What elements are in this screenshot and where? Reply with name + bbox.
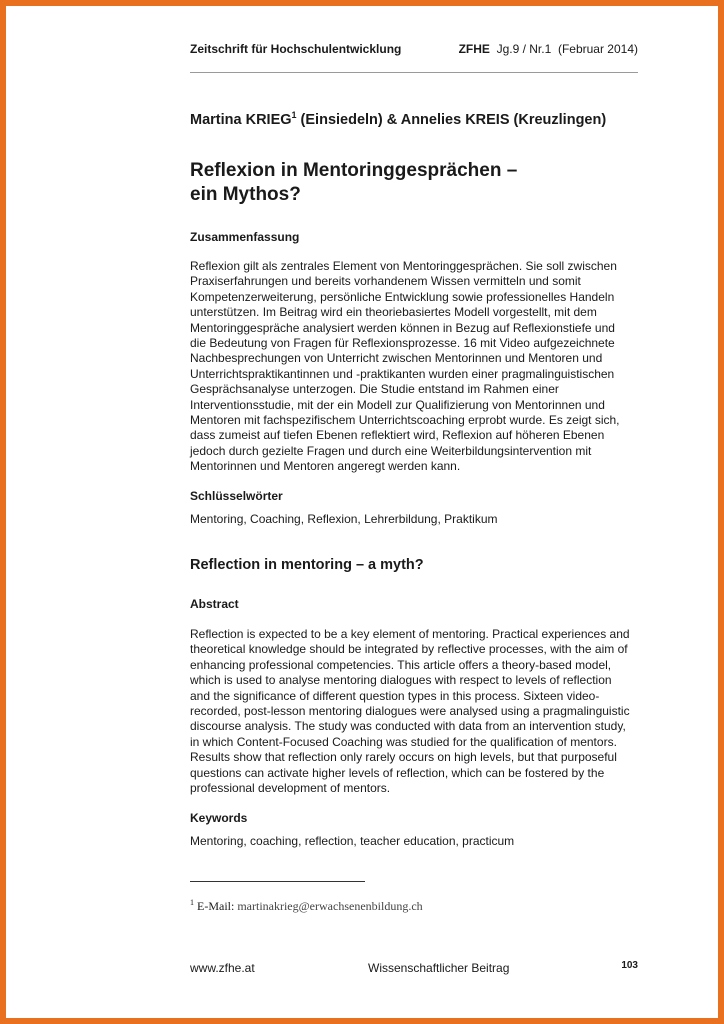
author-footnote-mark: 1 [291, 110, 297, 120]
abstract-line: questions can activate higher levels of reflection, which can be fostered by the [190, 765, 605, 780]
summary-line: die Bedeutung von Fragen für Reflexionsprozesse. 16 mit Video aufgezeichnete [190, 336, 615, 351]
author-line [190, 110, 606, 128]
author-primary: Martina KRIEG [190, 111, 292, 128]
abstract-line: theoretical knowledge should be integrated by reflective processes, with the aim of [190, 642, 628, 657]
footer-article-type: Wissenschaftlicher Beitrag [368, 961, 510, 975]
abstract-heading: Abstract [190, 597, 239, 611]
summary-line: Mentoren mit fachspezifischem Unterrichtscoaching erprobt wurde. Es zeigt sich, [190, 413, 620, 428]
header-divider [190, 72, 638, 73]
keywords-de-heading: Schlüsselwörter [190, 489, 283, 503]
abstract-line: Results show that reflection only rarely occurs on high levels, but that purposeful [190, 750, 617, 765]
paper-title [190, 159, 517, 207]
journal-abbr: ZFHE [458, 42, 490, 56]
email-link[interactable]: martinakrieg@erwachsenenbildung.ch [237, 899, 423, 913]
footnote-label: E-Mail: [194, 899, 238, 913]
footnote [190, 898, 423, 914]
summary-text [190, 259, 638, 475]
summary-line: Unterrichtspraktikantinnen und -praktikanten wurden einer pragmalinguistischen [190, 366, 615, 381]
keywords-de: Mentoring, Coaching, Reflexion, Lehrerbildung, Praktikum [190, 512, 498, 526]
footnote-divider [190, 881, 365, 882]
author-rest: (Einsiedeln) & Annelies KREIS (Kreuzlingen) [296, 111, 607, 128]
volume-issue: Jg.9 / Nr.1 [496, 42, 552, 56]
summary-heading: Zusammenfassung [190, 230, 300, 244]
title-line-1: Reflexion in Mentoringgesprächen – [190, 160, 518, 181]
page-number: 103 [621, 960, 638, 971]
summary-line: jedoch durch gezielte Fragen und durch eine Weiterbildungsintervention mit [190, 443, 592, 458]
summary-line: Nachbesprechungen von Unterricht zwischen Mentorinnen und Mentoren und [190, 351, 603, 366]
issue-info [459, 42, 638, 56]
summary-line: Mentoringgespräche analysiert werden können in Bezug auf Reflexionstiefe und [190, 320, 615, 335]
abstract-line: recorded, post-lesson mentoring dialogues were analysed using a pragmalinguistic [190, 704, 630, 719]
keywords-en-heading: Keywords [190, 811, 248, 825]
journal-name: Zeitschrift für Hochschulentwicklung [190, 42, 402, 56]
footnote-mark: 1 [190, 898, 194, 907]
summary-line: Interventionsstudie, mit der ein Modell zur Qualifizierung von Mentorinnen und [190, 397, 605, 412]
footer-website[interactable]: www.zfhe.at [190, 961, 255, 975]
summary-line: Kompetenzerweiterung, persönliche Entwicklung sowie professionelles Handeln [190, 289, 615, 304]
abstract-line: enhancing professional competencies. This article offers a theory-based model, [190, 657, 612, 672]
summary-line: Gesprächsanalyse unterzogen. Die Studie entstand im Rahmen einer [190, 382, 559, 397]
summary-line: Mentorinnen und Mentoren angeregt werden kann. [190, 459, 461, 474]
summary-line: Reflexion gilt als zentrales Element von Mentoringgesprächen. Sie soll zwischen [190, 259, 617, 273]
keywords-en: Mentoring, coaching, reflection, teacher education, practicum [190, 834, 515, 848]
summary-line: dass zumeist auf tiefen Ebenen reflektiert wird, Reflexion auf höheren Ebenen [190, 428, 605, 443]
english-title: Reflection in mentoring – a myth? [190, 557, 424, 573]
abstract-line: professional development of mentors. [190, 781, 391, 796]
abstract-line: and the significance of different question types in this process. Sixteen video- [190, 688, 600, 703]
abstract-text [190, 627, 638, 796]
abstract-line: which is used to analyse mentoring dialogues with respect to levels of reflection [190, 673, 612, 688]
issue-date: (Februar 2014) [557, 42, 638, 56]
abstract-line: in which Content-Focused Coaching was studied for the qualification of mentors. [190, 734, 617, 749]
summary-line: unterstützen. Im Beitrag wird ein theoriebasiertes Modell vorgestellt, mit dem [190, 305, 597, 320]
abstract-line: Reflection is expected to be a key element of mentoring. Practical experiences and [190, 627, 630, 641]
summary-line: Praxiserfahrungen und bereits vorhandenem Wissen vermitteln und somit [190, 274, 581, 289]
title-line-2: ein Mythos? [190, 184, 301, 205]
abstract-line: discourse analysis. The study was conducted with data from an intervention study, [190, 719, 626, 734]
